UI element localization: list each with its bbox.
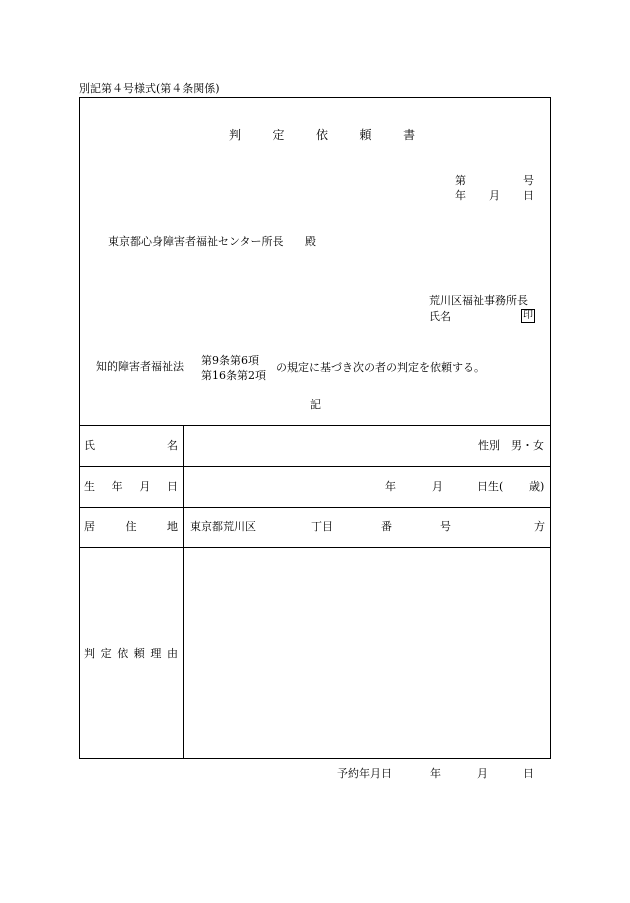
sender-office: 荒川区福祉事務所長 <box>429 294 528 307</box>
title-char: 頼 <box>359 128 372 142</box>
law-text: の規定に基づき次の者の判定を依頼する。 <box>276 361 485 374</box>
law-clause-1: 第9条第6項 <box>201 354 259 367</box>
label-column-divider <box>183 425 184 759</box>
gender-label: 性別 <box>478 439 500 452</box>
form-reference: 別記第４号様式(第４条関係) <box>79 82 220 95</box>
label-char: 年 <box>111 480 123 493</box>
appointment-label: 予約年月日 <box>337 767 392 780</box>
appointment-year: 年 <box>430 767 441 780</box>
label-char: 住 <box>125 520 137 533</box>
label-char: 理 <box>150 647 162 660</box>
birth-month: 月 <box>432 480 443 493</box>
law-clause-2: 第16条第2項 <box>201 369 266 382</box>
reason-field[interactable] <box>190 555 544 751</box>
addressee: 東京都心身障害者福祉センター所長 <box>108 235 284 248</box>
title-char: 依 <box>316 128 329 142</box>
name-field[interactable] <box>190 434 450 460</box>
ki-marker: 記 <box>310 398 321 411</box>
address-chome: 丁目 <box>311 520 333 533</box>
age: 歳) <box>529 480 545 493</box>
row-divider-3 <box>79 547 551 548</box>
label-char: 居 <box>84 520 95 533</box>
title-char: 判 <box>229 128 242 142</box>
title-char: 定 <box>272 128 285 142</box>
row-divider-1 <box>79 466 551 467</box>
date-day: 日 <box>523 189 534 202</box>
reason-row-label <box>84 648 178 659</box>
label-char: 定 <box>100 647 112 660</box>
gender-options: 男・女 <box>511 439 544 452</box>
number-dai: 第 <box>455 174 466 187</box>
date-month: 月 <box>489 189 500 202</box>
label-char: 依 <box>117 647 129 660</box>
label-char: 判 <box>84 647 95 660</box>
birth-year-field[interactable] <box>190 474 380 500</box>
seal-mark: 印 <box>523 310 533 321</box>
sender-name-label: 氏名 <box>429 310 451 323</box>
addressee-honorific: 殿 <box>305 235 316 248</box>
label-char: 由 <box>166 647 178 660</box>
address-prefix: 東京都荒川区 <box>190 520 256 533</box>
date-year: 年 <box>455 189 466 202</box>
appointment-day: 日 <box>523 767 534 780</box>
birth-day: 日生( <box>477 480 504 493</box>
address-kata: 方 <box>534 520 545 533</box>
table-top-line <box>79 425 551 426</box>
appointment-month: 月 <box>477 767 488 780</box>
label-char: 地 <box>167 520 178 533</box>
label-char: 名 <box>167 439 178 452</box>
address-ban: 番 <box>381 520 392 533</box>
name-row-label <box>84 440 178 451</box>
title-char: 書 <box>403 128 416 142</box>
page-title <box>229 129 415 141</box>
law-name: 知的障害者福祉法 <box>96 360 184 373</box>
birth-row-label <box>84 481 178 492</box>
label-char: 頼 <box>133 647 145 660</box>
label-char: 月 <box>139 480 151 493</box>
label-char: 氏 <box>84 439 95 452</box>
row-divider-2 <box>79 507 551 508</box>
number-go: 号 <box>523 174 534 187</box>
address-row-label <box>84 521 178 532</box>
seal-box <box>521 309 535 323</box>
birth-year: 年 <box>385 480 396 493</box>
label-char: 日 <box>166 480 178 493</box>
label-char: 生 <box>84 480 95 493</box>
address-go: 号 <box>440 520 451 533</box>
